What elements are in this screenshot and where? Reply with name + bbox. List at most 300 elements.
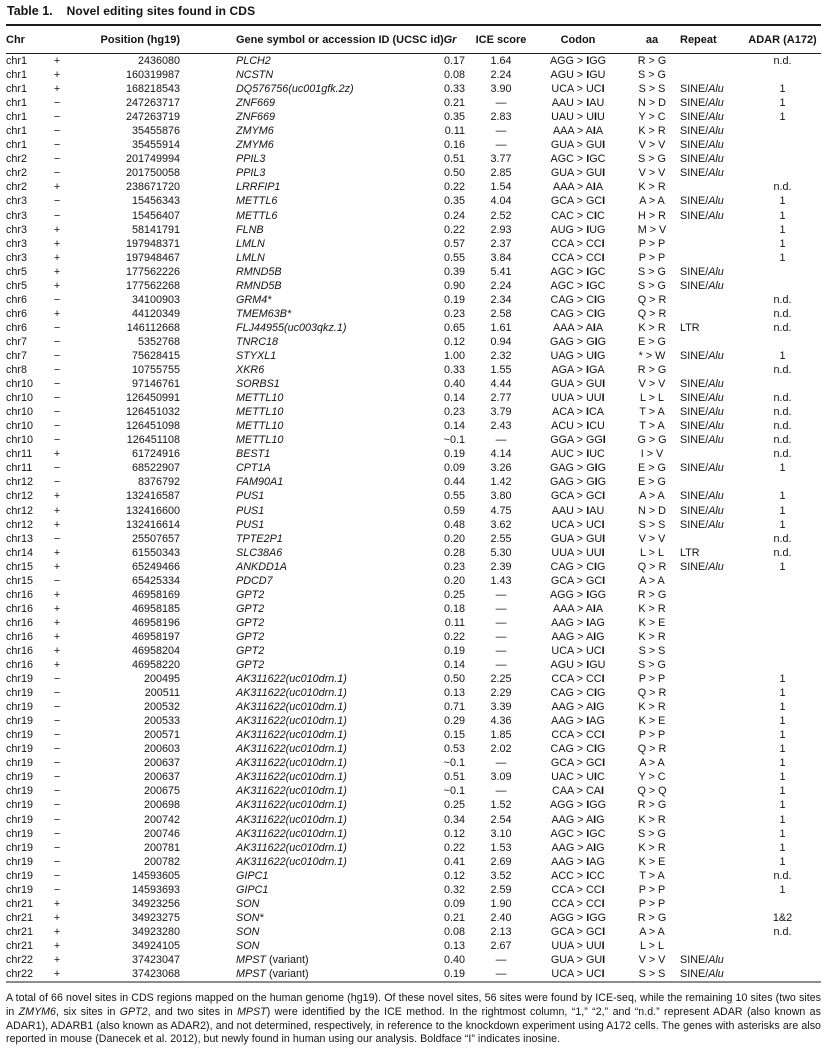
cell-adar <box>744 939 821 953</box>
cell-aa: K > E <box>638 616 666 629</box>
cell-position: 25507657 <box>131 532 180 545</box>
alu-label: Alu <box>708 954 724 966</box>
cell-adar: n.d. <box>773 546 792 559</box>
cell-strand: + <box>53 897 61 910</box>
cell-strand: + <box>53 968 61 981</box>
cell-ice-score: 2.37 <box>490 237 512 250</box>
cell-ice-score: 1.55 <box>490 364 512 377</box>
inosine-base: I <box>586 855 590 868</box>
cell-aa: K > E <box>638 855 666 868</box>
inosine-base: I <box>592 125 596 138</box>
cell-ice-score: — <box>495 97 507 110</box>
cell-gene: AK311622(uc010drn.1) <box>236 827 347 840</box>
cell-position: 97146761 <box>131 378 180 391</box>
cell-aa: H > R <box>638 209 666 222</box>
cell-gr: 0.22 <box>443 223 465 236</box>
cell-position: 132416587 <box>125 490 180 503</box>
cell-strand: − <box>53 715 61 728</box>
cell-adar: n.d. <box>773 869 792 882</box>
cell-aa: A > A <box>639 195 665 208</box>
cell-adar <box>744 897 821 911</box>
cell-aa: K > R <box>638 630 666 643</box>
cell-gene: FLJ44955(uc003qkz.1) <box>236 321 347 334</box>
column-header-codon: Codon <box>532 26 624 54</box>
cell-ice-score: 2.24 <box>490 69 512 82</box>
cell-adar: 1 <box>779 771 786 784</box>
cell-gr: 0.14 <box>443 659 465 672</box>
cell-ice-score: — <box>495 757 507 770</box>
cell-ice-score: 2.02 <box>490 743 512 756</box>
cell-aa: P > P <box>638 251 666 264</box>
cell-gene: GIPC1 <box>236 883 269 896</box>
cell-aa: S > S <box>638 644 666 657</box>
table-title <box>6 3 821 24</box>
cell-ice-score: 3.52 <box>490 869 512 882</box>
alu-label: Alu <box>708 209 724 222</box>
cell-strand: + <box>53 588 61 601</box>
gene-variant-suffix: (variant) <box>266 968 309 981</box>
cell-strand: − <box>53 785 61 798</box>
cell-position: 126451098 <box>125 420 180 433</box>
cell-chr: chr5 <box>6 265 28 278</box>
cell-chr: chr12 <box>6 518 34 531</box>
inosine-base: I <box>585 406 589 419</box>
inosine-base: I <box>601 897 605 910</box>
cell-position: 201749994 <box>125 153 180 166</box>
cell-chr: chr16 <box>6 630 34 643</box>
inosine-base: I <box>586 265 590 278</box>
cell-chr: chr19 <box>6 813 34 826</box>
cell-position: 15456407 <box>131 209 180 222</box>
cell-chr: chr16 <box>6 659 34 672</box>
cell-repeat: SINE/Alu <box>680 349 724 362</box>
cell-gr: 0.19 <box>443 968 465 981</box>
cell-strand: + <box>53 602 61 615</box>
cell-chr: chr19 <box>6 729 34 742</box>
alu-label: Alu <box>708 392 724 405</box>
cell-adar: 1 <box>779 560 786 573</box>
cell-position: 200571 <box>143 729 180 742</box>
cell-gr: 0.22 <box>443 841 465 854</box>
cell-gene: PLCH2 <box>236 55 271 67</box>
cell-gr: 0.24 <box>443 209 465 222</box>
cell-aa: K > R <box>638 125 666 138</box>
inosine-base: I <box>594 771 598 784</box>
cell-gr: 0.29 <box>443 715 465 728</box>
cell-gene: LMLN <box>236 251 265 264</box>
table-row <box>6 813 821 827</box>
cell-strand: + <box>53 223 61 236</box>
cell-gr: 0.23 <box>443 406 465 419</box>
table-row <box>6 152 821 166</box>
cell-codon: AAG > IAG <box>551 715 605 728</box>
cell-gr: 0.11 <box>444 125 465 138</box>
cell-position: 200495 <box>143 673 180 686</box>
cell-codon: AAG > AIG <box>551 630 605 643</box>
cell-strand: + <box>53 69 61 82</box>
cell-ice-score: 2.93 <box>490 223 512 236</box>
cell-ice-score: — <box>495 954 507 966</box>
cell-codon: GUA > GUI <box>550 378 606 391</box>
cell-codon: AAU > IAU <box>551 97 605 110</box>
inosine-base: I <box>601 644 605 657</box>
cell-repeat <box>680 672 744 686</box>
cell-adar <box>744 138 821 152</box>
cell-strand: + <box>53 490 61 503</box>
table-row <box>6 54 821 69</box>
inosine-base: I <box>601 729 605 742</box>
cell-position: 126451108 <box>126 434 180 447</box>
cell-codon: AAG > IAG <box>551 855 605 868</box>
cell-chr: chr6 <box>6 321 28 334</box>
cell-position: 177562226 <box>125 265 180 278</box>
cell-gr: 0.90 <box>443 279 465 292</box>
cell-codon: AGG > IGG <box>549 55 607 67</box>
cell-strand: + <box>53 630 61 643</box>
cell-aa: Q > R <box>637 307 667 320</box>
cell-codon: GUA > GUI <box>550 167 606 180</box>
cell-position: 8376792 <box>137 476 180 489</box>
cell-repeat: SINE/Alu <box>680 406 724 419</box>
footnote-gene-name: GPT2 <box>119 1005 148 1018</box>
cell-position: 200781 <box>143 841 180 854</box>
cell-repeat <box>680 644 744 658</box>
alu-label: Alu <box>708 83 724 96</box>
cell-repeat <box>680 714 744 728</box>
cell-gene: TPTE2P1 <box>236 532 283 545</box>
cell-gene: RMND5B <box>236 265 282 278</box>
inosine-base: I <box>586 715 590 728</box>
cell-repeat: SINE/Alu <box>680 139 724 152</box>
cell-position: 247263719 <box>125 111 180 124</box>
cell-ice-score: 2.85 <box>490 167 512 180</box>
cell-adar <box>744 588 821 602</box>
cell-repeat <box>680 293 744 307</box>
inosine-base: I <box>601 546 605 559</box>
inosine-base: I <box>586 153 590 166</box>
inosine-base: I <box>601 883 605 896</box>
cell-gr: 0.51 <box>443 153 465 166</box>
cell-chr: chr11 <box>6 448 33 461</box>
cell-gr: 0.08 <box>443 925 465 938</box>
table-row <box>6 953 821 967</box>
inosine-base: I <box>602 434 606 447</box>
cell-adar <box>744 953 821 967</box>
cell-gr: 0.11 <box>444 616 465 629</box>
cell-strand: − <box>53 883 61 896</box>
cell-strand: − <box>53 293 61 306</box>
cell-position: 200746 <box>143 827 180 840</box>
cell-adar: 1 <box>779 111 786 124</box>
cell-adar: 1&2 <box>772 911 793 924</box>
table-row <box>6 377 821 391</box>
cell-gene: METTL10 <box>236 406 284 419</box>
cell-strand: + <box>53 55 61 67</box>
cell-codon: CAG > CIG <box>550 743 606 756</box>
cell-codon: ACU > ICU <box>551 420 605 433</box>
cell-gene: BEST1 <box>236 448 271 461</box>
cell-ice-score: — <box>495 139 507 152</box>
cell-codon: AUG > IUG <box>550 223 606 236</box>
cell-aa: E > G <box>638 335 666 348</box>
cell-strand: + <box>53 925 61 938</box>
cell-chr: chr19 <box>6 855 34 868</box>
inosine-base: I <box>593 841 597 854</box>
cell-position: 200698 <box>143 799 180 812</box>
inosine-base: I <box>586 869 590 882</box>
cell-gene: AK311622(uc010drn.1) <box>236 715 347 728</box>
cell-ice-score: — <box>495 588 507 601</box>
cell-adar: 1 <box>779 518 786 531</box>
cell-repeat: SINE/Alu <box>680 125 724 138</box>
cell-repeat: LTR <box>680 546 700 559</box>
cell-strand: − <box>53 757 61 770</box>
cell-gene: SORBS1 <box>236 378 280 391</box>
cell-ice-score: 1.43 <box>490 574 512 587</box>
gene-variant-suffix: (variant) <box>266 954 309 966</box>
table-row <box>6 138 821 152</box>
table-row <box>6 630 821 644</box>
cell-aa: S > G <box>638 69 666 82</box>
cell-gene: AK311622(uc010drn.1) <box>236 771 347 784</box>
cell-aa: N > D <box>638 97 666 110</box>
cell-strand: + <box>53 644 61 657</box>
cell-repeat <box>680 658 744 672</box>
cell-adar: 1 <box>779 827 786 840</box>
cell-gr: ~0.1 <box>443 434 465 447</box>
cell-codon: GCA > GCI <box>550 757 606 770</box>
footnote-text: A total of 66 novel sites in CDS regions mapped on the human genome (hg19). Of these novel sites, 56 sites were found by ICE-seq, while the remaining 10 sites (two sites in <box>6 992 821 1018</box>
cell-strand: − <box>53 209 61 222</box>
cell-position: 46958169 <box>131 588 180 601</box>
cell-position: 37423068 <box>131 968 180 981</box>
table-row <box>6 335 821 349</box>
cell-aa: R > G <box>637 55 667 67</box>
inosine-base: I <box>586 69 590 82</box>
cell-chr: chr15 <box>6 574 34 587</box>
cell-aa: E > G <box>638 462 666 475</box>
cell-adar: 1 <box>779 251 786 264</box>
cell-gene: TMEM63B* <box>236 307 292 320</box>
table-row <box>6 166 821 180</box>
table-row <box>6 279 821 293</box>
cell-repeat <box>680 335 744 349</box>
cell-codon: AGU > IGU <box>550 659 606 672</box>
cell-repeat <box>680 54 744 69</box>
table-row <box>6 363 821 377</box>
footnote-text: ) were identified by the ICE method. In the rightmost column, “1,” “2,” and “n.d.” represent ADAR (also known as ADAR1), ADARB1 (also known as ADAR2), and not determined, respectively, in reference to the knockdown experiment using A172 cells. The genes with asterisks are also reported in mouse (Danecek et al. 2012), but newly found in human using our analysis. Boldface “I” indicates inosine. <box>6 1005 821 1046</box>
cell-repeat: SINE/Alu <box>680 378 724 391</box>
cell-adar: 1 <box>779 97 786 110</box>
cell-gr: 0.41 <box>443 855 465 868</box>
alu-label: Alu <box>708 420 724 433</box>
cell-gr: 0.50 <box>443 673 465 686</box>
cell-chr: chr3 <box>6 223 28 236</box>
cell-adar: n.d. <box>773 392 792 405</box>
cell-ice-score: — <box>495 616 507 629</box>
cell-codon: AAA > AIA <box>552 602 604 615</box>
cell-codon: CAC > CIC <box>551 209 605 222</box>
cell-position: 200742 <box>143 813 180 826</box>
cell-aa: N > D <box>638 504 666 517</box>
inosine-base: I <box>594 743 598 756</box>
table-row <box>6 911 821 925</box>
footnote-gene-name: ZMYM6 <box>18 1005 56 1018</box>
cell-position: 200533 <box>143 715 180 728</box>
table-row <box>6 841 821 855</box>
cell-adar: n.d. <box>773 406 792 419</box>
inosine-base: I <box>586 504 590 517</box>
cell-gene: PDCD7 <box>236 574 273 587</box>
cell-gene: CPT1A <box>236 462 271 475</box>
cell-chr: chr21 <box>6 925 34 938</box>
cell-repeat <box>680 897 744 911</box>
cell-chr: chr19 <box>6 743 34 756</box>
cell-repeat <box>680 756 744 770</box>
inosine-base: I <box>586 659 590 672</box>
cell-gene: RMND5B <box>236 279 282 292</box>
cell-adar: 1 <box>779 349 786 362</box>
cell-strand: − <box>53 321 61 334</box>
cell-adar: n.d. <box>773 420 792 433</box>
table-row <box>6 700 821 714</box>
cell-chr: chr12 <box>6 504 34 517</box>
cell-ice-score: 2.67 <box>490 939 512 952</box>
cell-gr: 0.22 <box>443 630 465 643</box>
inosine-base: I <box>602 139 606 152</box>
cell-ice-score: 2.40 <box>490 911 512 924</box>
cell-codon: GAG > GIG <box>549 476 607 489</box>
cell-repeat <box>680 883 744 897</box>
table-row <box>6 96 821 110</box>
cell-chr: chr22 <box>6 968 34 981</box>
cell-chr: chr12 <box>6 476 34 489</box>
cell-gene: FAM90A1 <box>236 476 284 489</box>
cell-codon: AAU > IAU <box>551 504 605 517</box>
table-row <box>6 391 821 405</box>
cell-strand: + <box>53 518 61 531</box>
cell-adar: 1 <box>779 799 786 812</box>
cell-codon: GCA > GCI <box>550 195 606 208</box>
cell-chr: chr3 <box>6 195 28 208</box>
table-row <box>6 209 821 223</box>
cell-ice-score: 3.77 <box>490 153 512 166</box>
cell-adar <box>744 68 821 82</box>
table-row <box>6 939 821 953</box>
cell-repeat: SINE/Alu <box>680 462 724 475</box>
cell-aa: A > A <box>639 574 665 587</box>
inosine-base: I <box>602 954 606 966</box>
cell-codon: CAG > CIG <box>550 293 606 306</box>
cell-codon: ACA > ICA <box>552 406 604 419</box>
table-row <box>6 728 821 742</box>
cell-ice-score: — <box>495 602 507 615</box>
cell-strand: − <box>53 827 61 840</box>
cell-strand: − <box>53 771 61 784</box>
cell-strand: − <box>53 532 61 545</box>
cell-aa: Y > C <box>638 111 666 124</box>
cell-position: 197948467 <box>125 251 180 264</box>
alu-label: Alu <box>708 968 724 981</box>
cell-adar: 1 <box>779 209 786 222</box>
cell-chr: chr1 <box>6 97 28 110</box>
cell-position: 200637 <box>143 771 180 784</box>
cell-adar: n.d. <box>773 307 792 320</box>
cell-codon: AGG > IGG <box>549 588 607 601</box>
cell-chr: chr19 <box>6 757 34 770</box>
alu-label: Alu <box>708 406 724 419</box>
cell-gene: AK311622(uc010drn.1) <box>236 701 347 714</box>
cell-aa: K > R <box>638 321 666 334</box>
table-footnote <box>6 992 821 1047</box>
cell-chr: chr1 <box>6 111 28 124</box>
cell-repeat: SINE/Alu <box>680 392 724 405</box>
cell-ice-score: 1.54 <box>490 181 512 194</box>
cell-strand: + <box>53 265 61 278</box>
cell-adar <box>744 124 821 138</box>
cell-codon: AAG > AIG <box>551 813 605 826</box>
cell-gr: 0.15 <box>443 729 465 742</box>
cell-repeat <box>680 616 744 630</box>
cell-aa: S > S <box>638 968 666 981</box>
cell-strand: − <box>53 125 61 138</box>
table-row <box>6 475 821 489</box>
cell-ice-score: 2.29 <box>490 687 512 700</box>
cell-repeat <box>680 532 744 546</box>
cell-aa: L > L <box>640 939 664 952</box>
cell-gene: AK311622(uc010drn.1) <box>236 813 347 826</box>
cell-position: 34100903 <box>131 293 180 306</box>
cell-chr: chr10 <box>6 406 34 419</box>
cell-adar: 1 <box>779 83 786 96</box>
cell-chr: chr7 <box>6 349 28 362</box>
table-row <box>6 686 821 700</box>
cell-aa: G > G <box>637 434 667 447</box>
cell-codon: CCA > CCI <box>551 897 605 910</box>
column-header-ice-score: ICE score <box>470 26 532 54</box>
cell-position: 34924105 <box>131 939 180 952</box>
cell-adar: 1 <box>779 701 786 714</box>
cell-gr: 0.14 <box>443 392 465 405</box>
cell-repeat: SINE/Alu <box>680 97 724 110</box>
footnote-gene-name: MPST <box>237 1005 267 1018</box>
cell-ice-score: 2.13 <box>490 925 512 938</box>
cell-gene: AK311622(uc010drn.1) <box>236 841 347 854</box>
cell-repeat <box>680 180 744 194</box>
table-row <box>6 237 821 251</box>
cell-gr: 0.20 <box>443 532 465 545</box>
cell-repeat <box>680 784 744 798</box>
table-row <box>6 588 821 602</box>
cell-codon: AGC > IGC <box>550 827 606 840</box>
cell-repeat <box>680 700 744 714</box>
cell-strand: − <box>53 687 61 700</box>
table-row <box>6 869 821 883</box>
cell-codon: CCA > CCI <box>551 883 605 896</box>
table-row <box>6 827 821 841</box>
table-row <box>6 251 821 265</box>
table-row <box>6 883 821 897</box>
cell-repeat <box>680 251 744 265</box>
inosine-base: I <box>602 490 606 503</box>
cell-gene: STYXL1 <box>236 349 277 362</box>
cell-strand: − <box>53 701 61 714</box>
table-row <box>6 223 821 237</box>
cell-position: 200603 <box>143 743 180 756</box>
cell-ice-score: 2.43 <box>490 420 512 433</box>
cell-chr: chr1 <box>6 69 28 82</box>
alu-label: Alu <box>708 462 724 475</box>
